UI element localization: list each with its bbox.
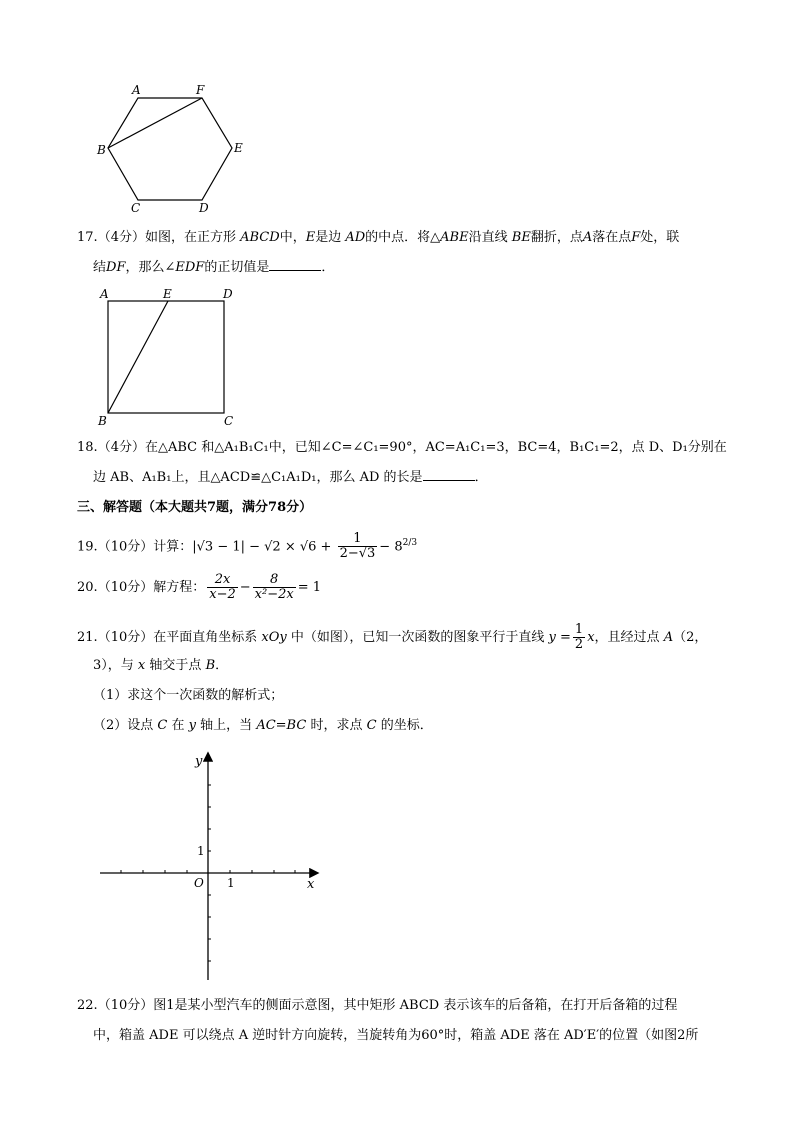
q21-text: 轴交于点 bbox=[149, 658, 202, 673]
q19-expr: − 8 bbox=[379, 539, 403, 555]
frac-den: x²−2x bbox=[254, 587, 294, 602]
hex-label-b: B bbox=[97, 143, 106, 157]
hex-label-c: C bbox=[131, 201, 141, 215]
q21-text: ，且经过点 bbox=[594, 630, 660, 645]
sq-label-d: D bbox=[223, 287, 233, 301]
q18-line1 bbox=[77, 438, 727, 458]
q18-score: （4分） bbox=[97, 440, 145, 455]
q21-sub2 bbox=[93, 716, 433, 736]
frac-den: x−2 bbox=[209, 587, 236, 602]
q18-text: ． bbox=[474, 470, 488, 485]
q21-text: 在 bbox=[171, 718, 185, 733]
q17-text: ，那么∠ bbox=[125, 260, 176, 275]
q20-score: （10分） bbox=[97, 580, 154, 595]
q18-answer-blank bbox=[423, 468, 475, 481]
q21-text: （2）设点 bbox=[93, 718, 154, 733]
q17-var: BE bbox=[511, 230, 531, 245]
q17-var: A bbox=[582, 230, 593, 245]
q21-var: C bbox=[366, 718, 377, 733]
q17-number: 17. bbox=[77, 230, 98, 245]
coordinate-figure bbox=[95, 748, 335, 983]
frac-den: 2 bbox=[574, 637, 584, 652]
origin-label: O bbox=[194, 876, 204, 890]
q17-var: E bbox=[305, 230, 316, 245]
sq-label-c: C bbox=[224, 414, 234, 428]
q22-score: （10分） bbox=[97, 998, 154, 1013]
tick-label-x-1: 1 bbox=[227, 876, 235, 890]
hex-label-a: A bbox=[132, 83, 141, 97]
axis-y-label: y bbox=[195, 754, 203, 769]
q20-line bbox=[77, 572, 321, 604]
q21-sub1: （1）求这个一次函数的解析式； bbox=[93, 688, 284, 703]
q19-exponent: 2/3 bbox=[402, 538, 418, 548]
square-figure bbox=[95, 285, 245, 430]
q19-label: 计算： bbox=[153, 539, 193, 555]
q21-var: A bbox=[663, 630, 674, 645]
q20-number: 20. bbox=[77, 580, 98, 595]
axis-x-label: x bbox=[307, 877, 315, 892]
q17-var: F bbox=[631, 230, 641, 245]
sq-label-e: E bbox=[163, 287, 172, 301]
q19-number: 19. bbox=[77, 539, 98, 555]
q17-text: 翻折，点 bbox=[530, 230, 583, 245]
q20-fraction-1 bbox=[207, 573, 238, 602]
hex-label-f: F bbox=[196, 83, 205, 97]
q21-var: C bbox=[157, 718, 168, 733]
q17-text: 沿直线 bbox=[468, 230, 508, 245]
q18-text: 在△ABC 和△A₁B₁C₁中，已知∠C=∠C₁=90°，AC=A₁C₁=3，BC=4，B₁C₁=2，点 D、D₁分别在 bbox=[144, 440, 727, 455]
q17-text: 的正切值是 bbox=[204, 260, 270, 275]
q17-score: （4分） bbox=[97, 230, 145, 245]
q21-var: y bbox=[188, 718, 197, 733]
q21-line2 bbox=[93, 656, 228, 676]
q21-var: AC=BC bbox=[256, 718, 307, 733]
q21-text: 在平面直角坐标系 bbox=[153, 630, 258, 645]
q21-var: x bbox=[137, 658, 146, 673]
q21-var: x bbox=[587, 630, 595, 645]
q21-text: 时，求点 bbox=[310, 718, 363, 733]
q17-line2 bbox=[93, 258, 334, 278]
q17-var: DF bbox=[106, 260, 126, 275]
q17-text: 的中点．将△ bbox=[365, 230, 441, 245]
q20-op: = 1 bbox=[297, 580, 321, 595]
q17-var: ABE bbox=[440, 230, 469, 245]
hex-label-d: D bbox=[199, 201, 209, 215]
q17-var: EDF bbox=[175, 260, 205, 275]
q21-fraction bbox=[573, 623, 585, 652]
hexagon-figure bbox=[95, 80, 255, 215]
q17-text: 处，联 bbox=[640, 230, 680, 245]
q17-text: 结 bbox=[93, 260, 107, 275]
q20-op: − bbox=[239, 580, 251, 595]
q22-line1 bbox=[77, 996, 677, 1016]
q21-score: （10分） bbox=[97, 630, 154, 645]
q22-text: 图1是某小型汽车的侧面示意图，其中矩形 ABCD 表示该车的后备箱，在打开后备箱的过程 bbox=[153, 998, 678, 1013]
q19-fraction bbox=[338, 532, 378, 561]
q22-number: 22. bbox=[77, 998, 98, 1013]
q19-line bbox=[77, 527, 417, 563]
q20-fraction-2 bbox=[253, 573, 296, 602]
q17-text: 落在点 bbox=[592, 230, 632, 245]
q17-var: AD bbox=[345, 230, 366, 245]
q21-text: 3），与 bbox=[93, 658, 134, 673]
frac-den: 2−√3 bbox=[339, 546, 376, 562]
q20-label: 解方程： bbox=[153, 580, 206, 595]
q17-text: 如图，在正方形 bbox=[144, 230, 236, 245]
q21-text: ． bbox=[215, 658, 229, 673]
q18-number: 18. bbox=[77, 440, 98, 455]
sq-label-b: B bbox=[98, 414, 107, 428]
q18-text: 边 AB、A₁B₁上，且△ACD≌△C₁A₁D₁，那么 AD 的长是 bbox=[93, 470, 423, 485]
q17-answer-blank bbox=[269, 258, 321, 271]
frac-num: 8 bbox=[253, 573, 296, 588]
q17-var: ABCD bbox=[240, 230, 280, 245]
q17-text: ． bbox=[321, 260, 335, 275]
q22-text: 中，箱盖 ADE 可以绕点 A 逆时针方向旋转，当旋转角为60°时，箱盖 ADE 落在 AD′E′的位置（如图2所 bbox=[93, 1028, 699, 1043]
q19-score: （10分） bbox=[97, 539, 154, 555]
frac-num: 2x bbox=[207, 573, 238, 588]
sq-label-a: A bbox=[100, 287, 109, 301]
q21-text: 轴上，当 bbox=[200, 718, 253, 733]
q21-var: y = bbox=[548, 630, 571, 645]
frac-num: 1 bbox=[338, 532, 378, 547]
q18-line2 bbox=[93, 468, 488, 488]
q21-number: 21. bbox=[77, 630, 98, 645]
q19-expr: |√3 − 1| − √2 × √6 + bbox=[192, 539, 336, 555]
q17-text: 中， bbox=[279, 230, 306, 245]
frac-num: 1 bbox=[574, 622, 584, 637]
q21-var: xOy bbox=[261, 630, 287, 645]
q21-var: B bbox=[205, 658, 216, 673]
q17-line1 bbox=[77, 228, 679, 248]
section-title: 三、解答题（本大题共7题，满分78分） bbox=[77, 500, 313, 515]
q21-text: 的坐标． bbox=[380, 718, 433, 733]
q22-line2 bbox=[93, 1026, 698, 1046]
q21-text: （2， bbox=[673, 630, 708, 645]
tick-label-y-1: 1 bbox=[197, 844, 205, 858]
q21-text: 中（如图），已知一次函数的图象平行于直线 bbox=[290, 630, 545, 645]
q17-text: 是边 bbox=[315, 230, 342, 245]
hex-label-e: E bbox=[234, 141, 243, 155]
q21-line1 bbox=[77, 622, 707, 654]
